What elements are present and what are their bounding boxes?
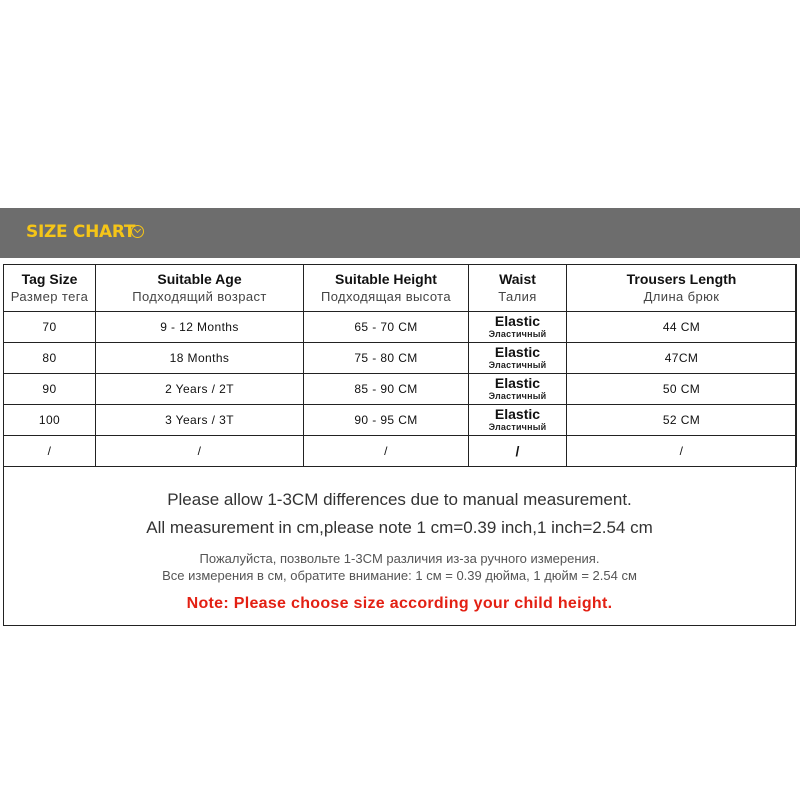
cell-waist: Elastic Эластичный (469, 405, 567, 436)
chevron-down-circle-icon (131, 225, 144, 238)
cell-waist: / (469, 436, 567, 467)
header-waist: Waist Талия (469, 265, 567, 312)
size-table (3, 264, 797, 467)
cell-age: / (96, 436, 304, 467)
cell-length: 47CM (567, 343, 797, 374)
table-row (4, 312, 797, 343)
note-line-tolerance: Please allow 1-3CM differences due to manual measurement. (167, 490, 632, 509)
cell-age: 2 Years / 2T (96, 374, 304, 405)
cell-tag-size: 70 (4, 312, 96, 343)
cell-height: / (304, 436, 469, 467)
cell-waist: Elastic Эластичный (469, 312, 567, 343)
cell-length: 52 CM (567, 405, 797, 436)
cell-length: / (567, 436, 797, 467)
cell-age: 3 Years / 3T (96, 405, 304, 436)
note-line-choose-size: Note: Please choose size according your child height. (186, 595, 613, 612)
size-chart-banner (0, 208, 800, 258)
table-row (4, 374, 797, 405)
cell-tag-size: 80 (4, 343, 96, 374)
note-line-units-ru: Все измерения в см, обратите внимание: 1 см = 0.39 дюйма, 1 дюйм = 2.54 см (162, 568, 637, 583)
cell-age: 9 - 12 Months (96, 312, 304, 343)
note-line-tolerance-ru: Пожалуйста, позвольте 1-3CM различия из-за ручного измерения. (199, 551, 600, 566)
cell-waist: Elastic Эластичный (469, 374, 567, 405)
cell-length: 50 CM (567, 374, 797, 405)
cell-tag-size: 90 (4, 374, 96, 405)
cell-height: 65 - 70 CM (304, 312, 469, 343)
cell-height: 90 - 95 CM (304, 405, 469, 436)
cell-length: 44 CM (567, 312, 797, 343)
table-row (4, 405, 797, 436)
table-header-row (4, 265, 797, 312)
header-trousers-length: Trousers Length Длина брюк (567, 265, 797, 312)
size-chart-title: SIZE CHART (26, 222, 136, 242)
cell-tag-size: 100 (4, 405, 96, 436)
cell-age: 18 Months (96, 343, 304, 374)
cell-tag-size: / (4, 436, 96, 467)
header-tag-size: Tag Size Размер тега (4, 265, 96, 312)
header-suitable-height: Suitable Height Подходящая высота (304, 265, 469, 312)
cell-height: 75 - 80 CM (304, 343, 469, 374)
table-row (4, 436, 797, 467)
cell-waist: Elastic Эластичный (469, 343, 567, 374)
table-row (4, 343, 797, 374)
header-suitable-age: Suitable Age Подходящий возраст (96, 265, 304, 312)
cell-height: 85 - 90 CM (304, 374, 469, 405)
note-line-units: All measurement in cm,please note 1 cm=0.39 inch,1 inch=2.54 cm (146, 518, 653, 537)
